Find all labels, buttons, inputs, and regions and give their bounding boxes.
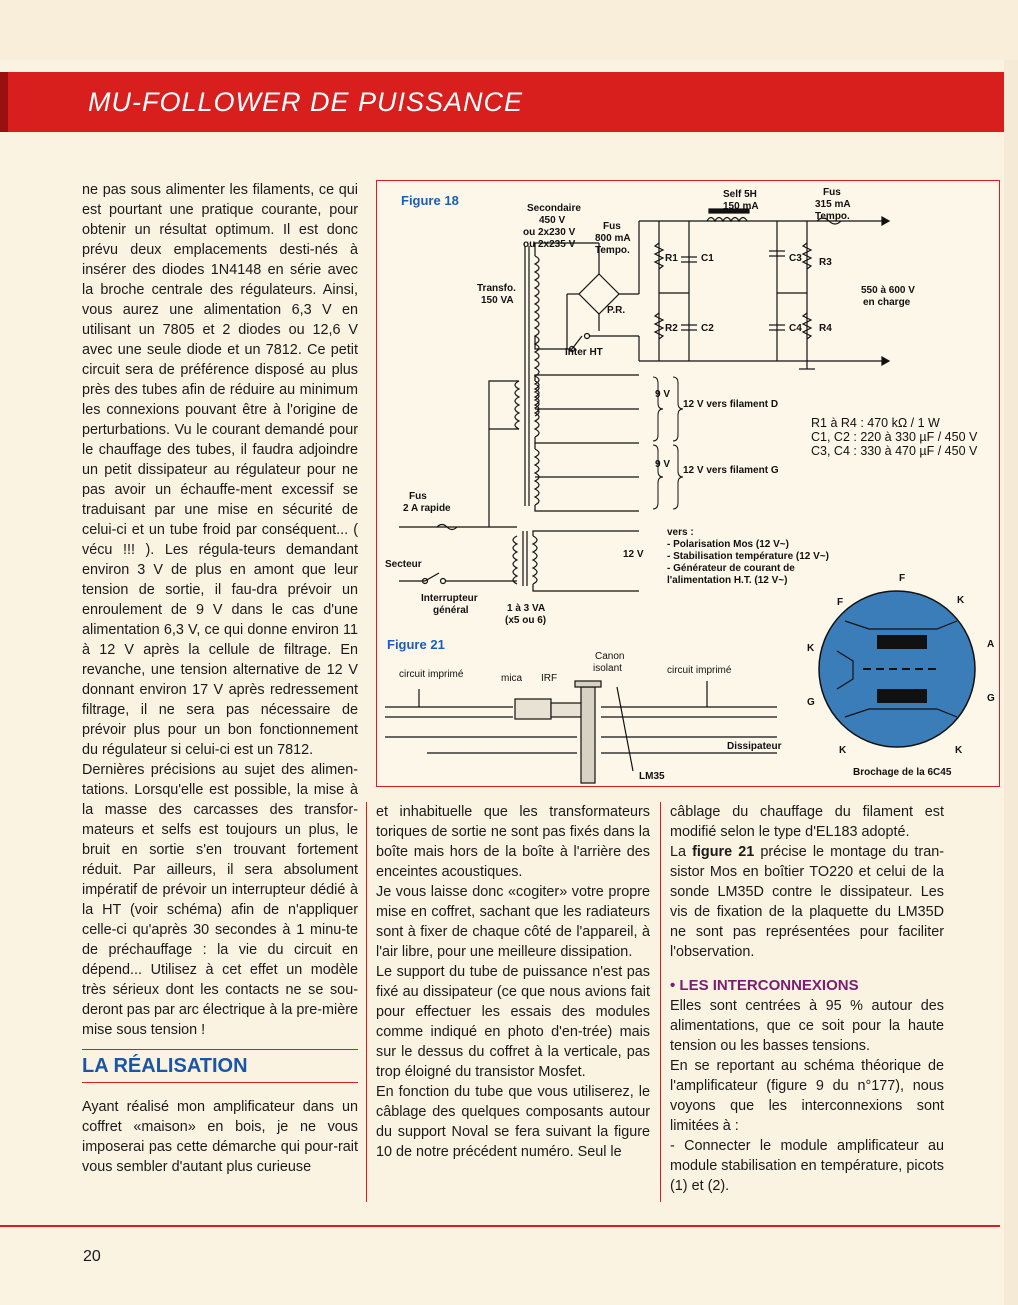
text-column-3 (670, 802, 944, 1196)
paragraph: Ayant réalisé mon amplificateur dans un coffret «maison» en bois, je ne vous imposerai pas cette démarche qui pour-rait vous sembler d'autant plus curieuse (82, 1099, 358, 1175)
label-fuse-2: Fus (823, 187, 841, 198)
label-inter-ht: Inter HT (565, 347, 603, 358)
label-fuse-1-type: Tempo. (595, 245, 630, 256)
label-fuse-1: Fus (603, 221, 621, 232)
label-transfo-va: 150 VA (481, 295, 514, 306)
label-canon: Canon (595, 651, 625, 662)
label-c2: C2 (701, 323, 714, 334)
paragraph: En se reportant au schéma théorique de l'amplificateur (figure 9 du n°177), nous voyons que les interconnexions sont limitées à : (670, 1058, 944, 1134)
label-small-transfo: 1 à 3 VA (507, 603, 546, 614)
label-c1: C1 (701, 253, 714, 264)
label-interrupteur: Interrupteur (421, 593, 478, 604)
pin-label-a: A (987, 639, 995, 650)
label-vers-item: - Polarisation Mos (12 V~) (667, 539, 789, 550)
label-secondaire-v: ou 2x235 V (523, 239, 576, 250)
figure-18-title: Figure 18 (401, 193, 459, 208)
label-filament-d: 12 V vers filament D (683, 399, 779, 410)
pin-label-g: G (807, 697, 815, 708)
label-secondaire: Secondaire (527, 203, 581, 214)
paragraph: Je vous laisse donc «cogiter» votre propre mise en coffret, sachant que les radiateurs sont à fixer de chaque côté de l'appareil, à l'air libre, pour une meilleure dissipation. (376, 884, 650, 960)
label-fuse-2-rating: 315 mA (815, 199, 851, 210)
label-canon-isolant: isolant (593, 663, 622, 674)
label-output-voltage: 550 à 600 V (861, 285, 915, 296)
label-small-transfo-count: (x5 ou 6) (505, 615, 547, 626)
label-pr: P.R. (607, 305, 626, 316)
label-secondaire-v: 450 V (539, 215, 566, 226)
header-edge-accent (0, 72, 8, 132)
schematic-figures (377, 181, 999, 786)
pin-label-g: G (987, 693, 995, 704)
figure-reference: figure 21 (692, 844, 755, 860)
article-title: MU-FOLLOWER DE PUISSANCE (88, 87, 524, 117)
label-r2: R2 (665, 323, 678, 334)
label-fuse-1-rating: 800 mA (595, 233, 631, 244)
label-r3: R3 (819, 257, 832, 268)
component-values: C1, C2 : 220 à 330 µF / 450 V (811, 430, 978, 444)
label-9v-g: 9 V (655, 459, 671, 470)
pin-label-k: K (807, 643, 815, 654)
label-secteur: Secteur (385, 559, 422, 570)
text-column-2 (376, 802, 650, 1162)
section-heading: • LES INTERCONNEXIONS (670, 977, 859, 994)
label-vers-item: - Générateur de courant de (667, 563, 795, 574)
label-r1: R1 (665, 253, 678, 264)
label-vers: vers : (667, 527, 694, 538)
label-transfo: Transfo. (477, 283, 516, 294)
page-edge (1004, 60, 1018, 1305)
footer-rule (0, 1225, 1000, 1227)
label-output-charge: en charge (863, 297, 911, 308)
paragraph: En fonction du tube que vous utiliserez, le câblage des quelques composants autour du support Noval se fera suivant la figure 10 de notre précédent numéro. Seul le (376, 1084, 650, 1160)
paragraph: Elles sont centrées à 95 % autour des alimentations, que ce soit pour la haute tension ou les basses tensions. (670, 998, 944, 1054)
paragraph: et inhabituelle que les transformateurs toriques de sortie ne sont pas fixés dans la boîte mais hors de la boîte à l'arrière des enceintes acoustiques. (376, 804, 650, 880)
column-rule (366, 802, 367, 1202)
paragraph: Dernières précisions au sujet des alimen-tations. Lorsqu'elle est possible, la mise à la masse des carcasses des transfor-mateurs et selfs est toujours un plus, le bruit en sortie s'en trouvant fortement réduit. Par ailleurs, il sera absolument impératif de prévoir un interrupteur dédié à la HT (voir schéma) afin de n'appliquer celle-ci qu'après 30 secondes à 1 minu-te de préchauffage : la vie du circuit en dépend... Utilisez à cet effet un modèle très sérieux dont les contacts ne se sou-deront pas par arc électrique à la pre-mière mise sous tension ! (82, 762, 358, 1038)
label-self-current: 150 mA (723, 201, 759, 212)
label-circuit-imprime-1: circuit imprimé (399, 669, 464, 680)
label-12v: 12 V (623, 549, 644, 560)
figure-box (376, 180, 1000, 787)
component-values: R1 à R4 : 470 kΩ / 1 W (811, 416, 940, 430)
brochage-caption: Brochage de la 6C45 (853, 767, 952, 778)
label-fuse-3-rating: 2 A rapide (403, 503, 451, 514)
pin-label-f: F (837, 597, 844, 608)
label-9v-d: 9 V (655, 389, 671, 400)
label-secondaire-v: ou 2x230 V (523, 227, 576, 238)
column-rule (660, 802, 661, 1202)
pin-label-k: K (839, 745, 847, 756)
section-rule (82, 1076, 358, 1083)
label-vers-item: - Stabilisation température (12 V~) (667, 551, 829, 562)
paragraph: - Connecter le module amplificateur au module stabilisation en température, picots (1) et (2). (670, 1138, 944, 1194)
label-circuit-imprime-2: circuit imprimé (667, 665, 732, 676)
label-c4: C4 (789, 323, 802, 334)
label-mica: mica (501, 673, 523, 684)
figure-21-title: Figure 21 (387, 637, 445, 652)
component-values: C3, C4 : 330 à 470 µF / 450 V (811, 444, 978, 458)
page-number: 20 (83, 1248, 101, 1265)
section-rule (82, 1040, 358, 1050)
pin-label-k: K (957, 595, 965, 606)
tube-pinout-diagram (819, 591, 975, 747)
label-dissipateur: Dissipateur (727, 741, 782, 752)
label-filament-g: 12 V vers filament G (683, 465, 779, 476)
label-self: Self 5H (723, 189, 757, 200)
label-c3: C3 (789, 253, 802, 264)
text-column-1 (82, 180, 358, 1177)
pin-label-k: K (955, 745, 963, 756)
label-fuse-2-type: Tempo. (815, 211, 850, 222)
section-heading: LA RÉALISATION (82, 1055, 248, 1077)
label-vers-item: l'alimentation H.T. (12 V~) (667, 575, 788, 586)
label-irf: IRF (541, 673, 558, 684)
label-lm35: LM35 (639, 771, 665, 782)
paragraph: ne pas sous alimenter les filaments, ce qui est pourtant une pratique courante, pour obtenir un résultat optimum. Il est donc prévu deux emplacements desti-nés à insérer des diodes 1N4148 en série avec la broche centrale des régulateurs. Ainsi, vous aurez une alimentation 6,3 V en utilisant un 7805 et 2 diodes ou 12,6 V avec une seule diode et un 7812. Ce petit circuit sera de préférence disposé au plus près des tubes afin de réduire au minimum les connexions pouvant être à l'origine de perturbations. Vu le courant demandé pour le chauffage des tubes, il faudra adjoindre un petit dissipateur au régulateur pour ne pas avoir un échauffe-ment excessif se traduisant par une mise en sécurité de celui-ci et un tube froid par conséquent... ( vécu !!! ). Les régula-teurs demandant environ 3 V de plus en amont que leur tension de sortie, il fau-dra prévoir un enroulement de 9 V dans le cas d'une alimentation 6,3 V, ce qui donne environ 11 à 12 V après la cellule de filtrage. En revanche, une tension alternative de 12 V donnant environ 17 V après redressement filtrage, il ne sera pas nécessaire de prévoir plus pour un bon fonctionnement du régulateur si celui-ci est un 7812. (82, 182, 358, 758)
paragraph: La figure 21 précise le montage du tran-sistor Mos en boîtier TO220 et celui de la sonde LM35D contre le dissipateur. Les vis de fixation de la plaquette du LM35D ne sont pas représentées pour faciliter l'observation. (670, 844, 944, 960)
article-header-band (0, 72, 1004, 132)
page-top-margin (0, 0, 1018, 60)
label-r4: R4 (819, 323, 832, 334)
label-fuse-3: Fus (409, 491, 427, 502)
pin-label-f: F (899, 573, 906, 584)
paragraph: câblage du chauffage du filament est modifié selon le type d'EL183 adopté. (670, 804, 944, 840)
paragraph: Le support du tube de puissance n'est pas fixé au dissipateur (ce que nous avions fait pour effectuer les essais des modules comme indiqué en photo d'en-trée) mais sur le dessus du coffret à la verticale, pas trop éloigné du transistor Mosfet. (376, 964, 650, 1080)
label-interrupteur-general: général (433, 605, 469, 616)
